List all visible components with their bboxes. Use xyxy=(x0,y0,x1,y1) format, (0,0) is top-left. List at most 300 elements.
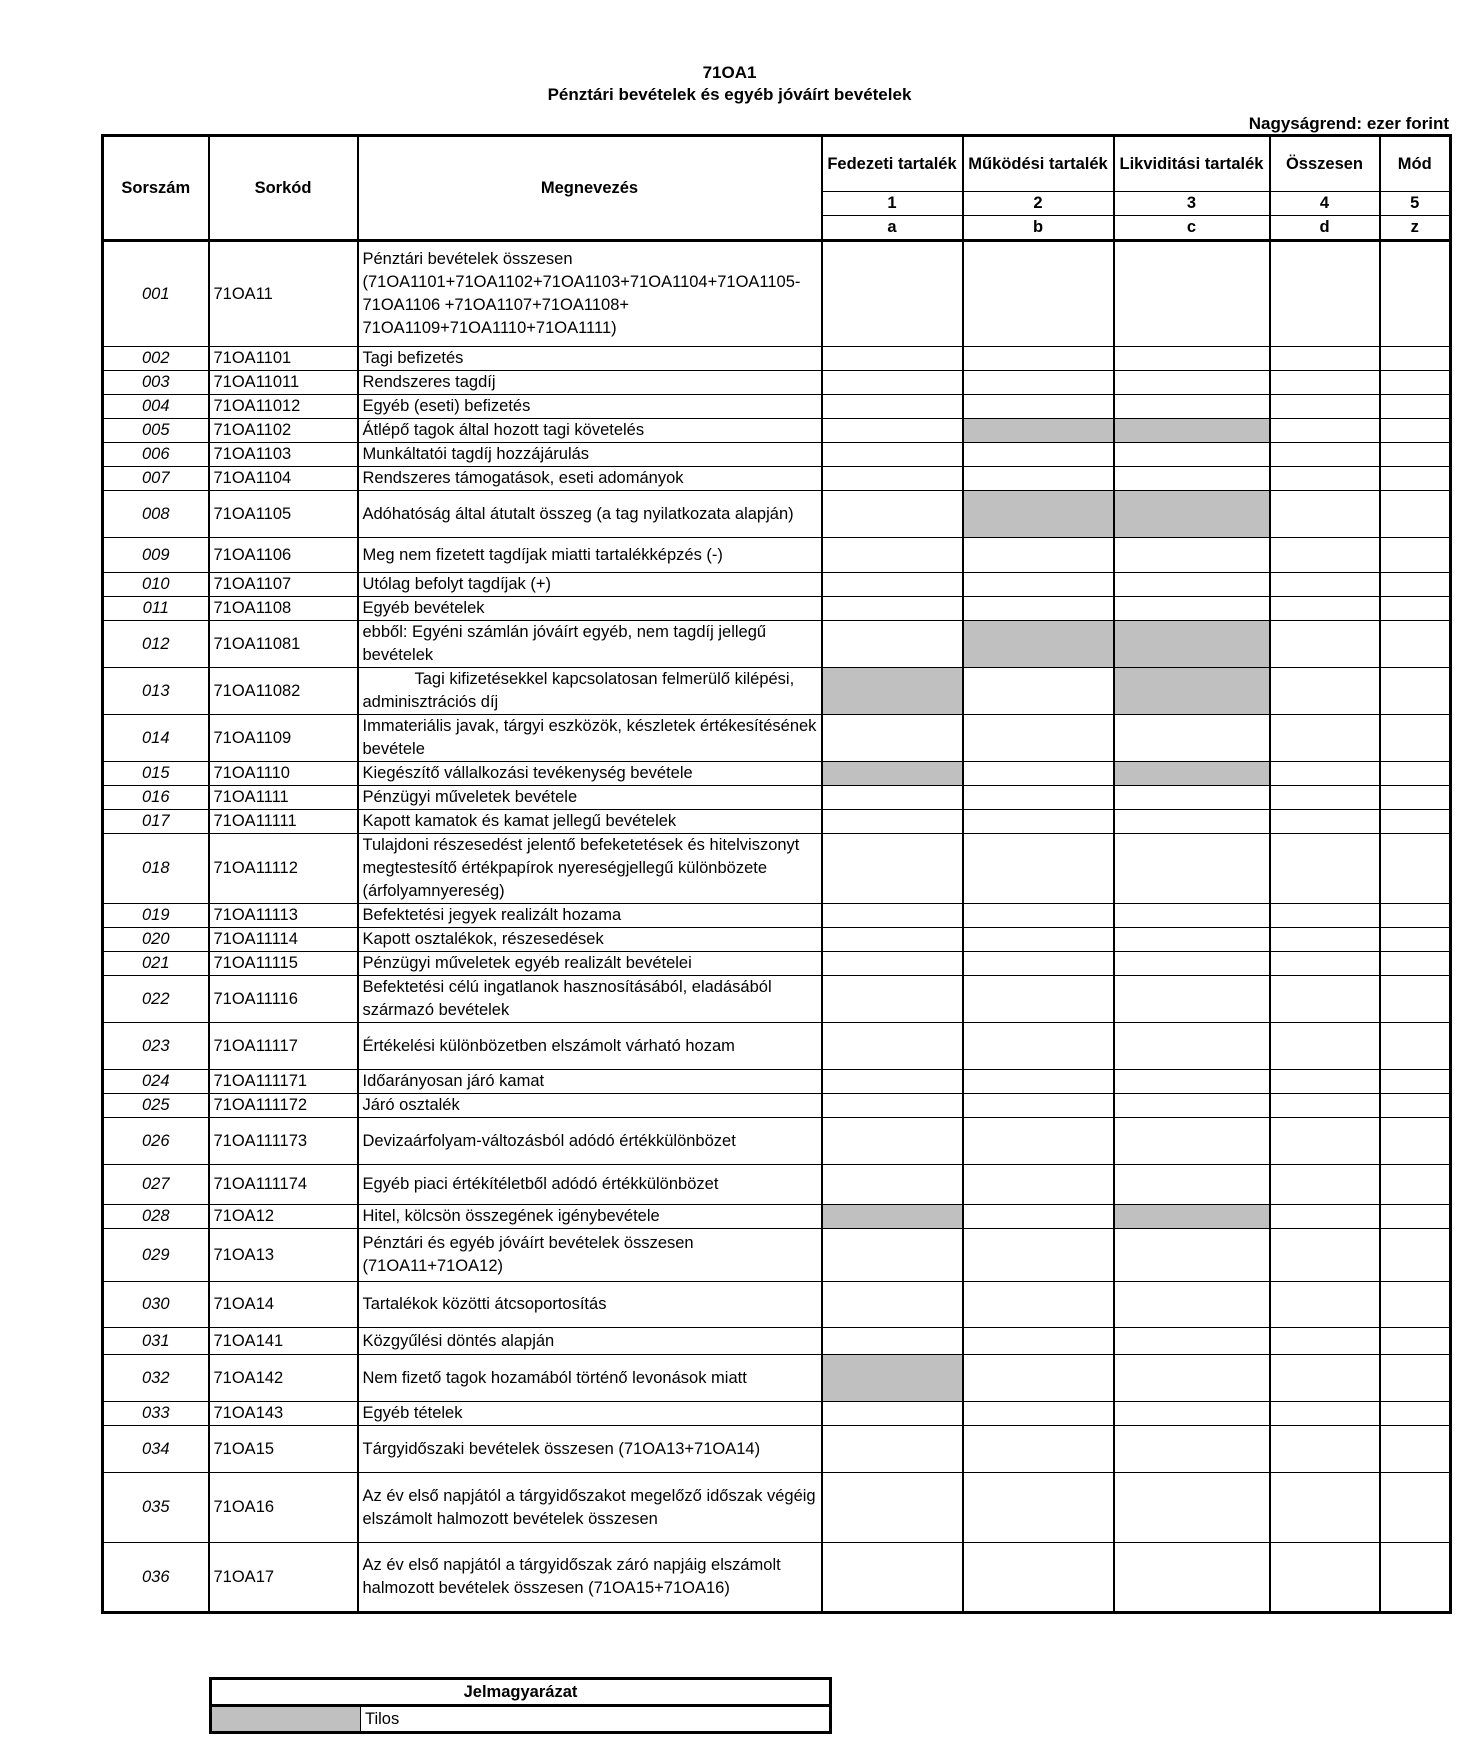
cell-fedezeti[interactable] xyxy=(822,1229,963,1282)
cell-mukodesi[interactable] xyxy=(963,1229,1114,1282)
cell-osszesen[interactable] xyxy=(1270,952,1380,976)
row-number: 036 xyxy=(103,1543,209,1613)
row-number: 023 xyxy=(103,1023,209,1070)
cell-mod[interactable] xyxy=(1380,762,1451,786)
cell-osszesen[interactable] xyxy=(1270,419,1380,443)
cell-likviditasi[interactable] xyxy=(1114,371,1270,395)
row-number: 028 xyxy=(103,1205,209,1229)
cell-osszesen[interactable] xyxy=(1270,1070,1380,1094)
col-header-sorkod: Sorkód xyxy=(209,136,358,241)
col-letter: c xyxy=(1114,216,1270,241)
row-code: 71OA11114 xyxy=(209,928,358,952)
cell-fedezeti[interactable] xyxy=(822,467,963,491)
cell-mukodesi[interactable] xyxy=(963,538,1114,573)
row-name: Tartalékok közötti átcsoportosítás xyxy=(358,1282,822,1328)
cell-fedezeti[interactable] xyxy=(822,347,963,371)
row-code: 71OA111171 xyxy=(209,1070,358,1094)
cell-mod[interactable] xyxy=(1380,1282,1451,1328)
cell-mod[interactable] xyxy=(1380,1543,1451,1613)
row-name: Átlépő tagok által hozott tagi követelés xyxy=(358,419,822,443)
col-header-sorszam: Sorszám xyxy=(103,136,209,241)
col-letter: z xyxy=(1380,216,1451,241)
cell-fedezeti[interactable] xyxy=(822,443,963,467)
cell-mukodesi[interactable] xyxy=(963,443,1114,467)
cell-likviditasi[interactable] xyxy=(1114,1543,1270,1613)
cell-mod[interactable] xyxy=(1380,668,1451,715)
row-code: 71OA11082 xyxy=(209,668,358,715)
cell-mod[interactable] xyxy=(1380,1402,1451,1426)
cell-mukodesi[interactable] xyxy=(963,347,1114,371)
cell-mukodesi[interactable] xyxy=(963,1023,1114,1070)
cell-forbidden xyxy=(1114,668,1270,715)
row-number: 017 xyxy=(103,810,209,834)
cell-mod[interactable] xyxy=(1380,810,1451,834)
row-number: 016 xyxy=(103,786,209,810)
cell-fedezeti[interactable] xyxy=(822,1165,963,1205)
cell-mod[interactable] xyxy=(1380,1426,1451,1473)
revenue-table xyxy=(101,134,1452,1614)
row-name: Nem fizető tagok hozamából történő levonások miatt xyxy=(358,1355,822,1402)
cell-osszesen[interactable] xyxy=(1270,395,1380,419)
row-code: 71OA11111 xyxy=(209,810,358,834)
row-name: Egyéb (eseti) befizetés xyxy=(358,395,822,419)
cell-osszesen[interactable] xyxy=(1270,762,1380,786)
cell-osszesen[interactable] xyxy=(1270,786,1380,810)
cell-fedezeti[interactable] xyxy=(822,1328,963,1355)
cell-mod[interactable] xyxy=(1380,1229,1451,1282)
cell-fedezeti[interactable] xyxy=(822,928,963,952)
col-letter: d xyxy=(1270,216,1380,241)
cell-fedezeti[interactable] xyxy=(822,1118,963,1165)
cell-osszesen[interactable] xyxy=(1270,597,1380,621)
cell-osszesen[interactable] xyxy=(1270,1473,1380,1543)
row-name: Pénztári bevételek összesen (71OA1101+71OA1102+71OA1103+71OA1104+71OA1105-71OA1106 +71OA1107+71OA1108+ 71OA1109+71OA1110+71OA1111) xyxy=(358,241,822,347)
row-name: Devizaárfolyam-változásból adódó értékkülönbözet xyxy=(358,1118,822,1165)
cell-likviditasi[interactable] xyxy=(1114,1165,1270,1205)
row-code: 71OA1103 xyxy=(209,443,358,467)
row-code: 71OA1108 xyxy=(209,597,358,621)
table-row xyxy=(103,371,1451,395)
cell-mod[interactable] xyxy=(1380,715,1451,762)
row-code: 71OA11115 xyxy=(209,952,358,976)
row-name: Pénzügyi műveletek bevétele xyxy=(358,786,822,810)
cell-osszesen[interactable] xyxy=(1270,1205,1380,1229)
cell-fedezeti[interactable] xyxy=(822,1094,963,1118)
cell-fedezeti[interactable] xyxy=(822,1402,963,1426)
cell-likviditasi[interactable] xyxy=(1114,1094,1270,1118)
row-number: 030 xyxy=(103,1282,209,1328)
row-number: 026 xyxy=(103,1118,209,1165)
row-number: 007 xyxy=(103,467,209,491)
row-code: 71OA12 xyxy=(209,1205,358,1229)
table-row xyxy=(103,976,1451,1023)
table-row xyxy=(103,1543,1451,1613)
cell-mukodesi[interactable] xyxy=(963,1282,1114,1328)
row-code: 71OA143 xyxy=(209,1402,358,1426)
cell-fedezeti[interactable] xyxy=(822,786,963,810)
row-number: 024 xyxy=(103,1070,209,1094)
unit-label: Nagyságrend: ezer forint xyxy=(1248,114,1449,133)
cell-likviditasi[interactable] xyxy=(1114,976,1270,1023)
cell-osszesen[interactable] xyxy=(1270,810,1380,834)
cell-osszesen[interactable] xyxy=(1270,1229,1380,1282)
cell-osszesen[interactable] xyxy=(1270,1118,1380,1165)
cell-osszesen[interactable] xyxy=(1270,347,1380,371)
row-number: 025 xyxy=(103,1094,209,1118)
col-number: 4 xyxy=(1270,192,1380,216)
row-name: Az év első napjától a tárgyidőszakot megelőző időszak végéig elszámolt halmozott bevételek összesen xyxy=(358,1473,822,1543)
cell-likviditasi[interactable] xyxy=(1114,786,1270,810)
cell-fedezeti[interactable] xyxy=(822,904,963,928)
cell-likviditasi[interactable] xyxy=(1114,1426,1270,1473)
cell-mod[interactable] xyxy=(1380,419,1451,443)
cell-osszesen[interactable] xyxy=(1270,715,1380,762)
cell-mukodesi[interactable] xyxy=(963,834,1114,904)
cell-mukodesi[interactable] xyxy=(963,1355,1114,1402)
row-number: 018 xyxy=(103,834,209,904)
cell-likviditasi[interactable] xyxy=(1114,573,1270,597)
cell-osszesen[interactable] xyxy=(1270,1355,1380,1402)
cell-mod[interactable] xyxy=(1380,1023,1451,1070)
form-title-block xyxy=(0,62,1459,106)
row-code: 71OA11081 xyxy=(209,621,358,668)
cell-fedezeti[interactable] xyxy=(822,371,963,395)
table-row xyxy=(103,621,1451,668)
table-row xyxy=(103,1023,1451,1070)
cell-fedezeti[interactable] xyxy=(822,1070,963,1094)
cell-likviditasi[interactable] xyxy=(1114,1473,1270,1543)
cell-mod[interactable] xyxy=(1380,443,1451,467)
table-row xyxy=(103,1070,1451,1094)
row-name: Egyéb piaci értékítéletből adódó értékkülönbözet xyxy=(358,1165,822,1205)
cell-likviditasi[interactable] xyxy=(1114,1023,1270,1070)
cell-mod[interactable] xyxy=(1380,538,1451,573)
col-number: 2 xyxy=(963,192,1114,216)
cell-osszesen[interactable] xyxy=(1270,1328,1380,1355)
cell-fedezeti[interactable] xyxy=(822,491,963,538)
row-name: Kapott osztalékok, részesedések xyxy=(358,928,822,952)
row-number: 003 xyxy=(103,371,209,395)
legend-title: Jelmagyarázat xyxy=(211,1679,831,1706)
row-code: 71OA1111 xyxy=(209,786,358,810)
cell-mod[interactable] xyxy=(1380,1118,1451,1165)
cell-fedezeti[interactable] xyxy=(822,395,963,419)
cell-mukodesi[interactable] xyxy=(963,976,1114,1023)
row-code: 71OA11012 xyxy=(209,395,358,419)
table-row xyxy=(103,1165,1451,1205)
cell-mukodesi[interactable] xyxy=(963,1094,1114,1118)
cell-osszesen[interactable] xyxy=(1270,443,1380,467)
table-row xyxy=(103,1473,1451,1543)
table-row xyxy=(103,1426,1451,1473)
row-name: Rendszeres támogatások, eseti adományok xyxy=(358,467,822,491)
form-title: Pénztári bevételek és egyéb jóváírt bevételek xyxy=(547,85,912,104)
row-name: Az év első napjától a tárgyidőszak záró napjáig elszámolt halmozott bevételek összesen (71OA15+71OA16) xyxy=(358,1543,822,1613)
row-number: 005 xyxy=(103,419,209,443)
table-row xyxy=(103,573,1451,597)
cell-mukodesi[interactable] xyxy=(963,1402,1114,1426)
cell-likviditasi[interactable] xyxy=(1114,952,1270,976)
cell-mukodesi[interactable] xyxy=(963,1543,1114,1613)
table-row xyxy=(103,597,1451,621)
cell-osszesen[interactable] xyxy=(1270,1023,1380,1070)
table-row xyxy=(103,395,1451,419)
cell-mod[interactable] xyxy=(1380,491,1451,538)
cell-osszesen[interactable] xyxy=(1270,1094,1380,1118)
row-number: 034 xyxy=(103,1426,209,1473)
row-number: 008 xyxy=(103,491,209,538)
cell-forbidden xyxy=(822,1355,963,1402)
cell-mukodesi[interactable] xyxy=(963,1118,1114,1165)
cell-likviditasi[interactable] xyxy=(1114,810,1270,834)
cell-fedezeti[interactable] xyxy=(822,1426,963,1473)
cell-likviditasi[interactable] xyxy=(1114,1118,1270,1165)
cell-forbidden xyxy=(822,668,963,715)
cell-mukodesi[interactable] xyxy=(963,762,1114,786)
table-row xyxy=(103,1205,1451,1229)
cell-osszesen[interactable] xyxy=(1270,928,1380,952)
cell-likviditasi[interactable] xyxy=(1114,1070,1270,1094)
cell-fedezeti[interactable] xyxy=(822,241,963,347)
row-name: Adóhatóság által átutalt összeg (a tag nyilatkozata alapján) xyxy=(358,491,822,538)
table-row xyxy=(103,952,1451,976)
cell-mod[interactable] xyxy=(1380,904,1451,928)
row-code: 71OA141 xyxy=(209,1328,358,1355)
row-number: 013 xyxy=(103,668,209,715)
cell-fedezeti[interactable] xyxy=(822,952,963,976)
cell-fedezeti[interactable] xyxy=(822,621,963,668)
table-row xyxy=(103,668,1451,715)
row-name: Rendszeres tagdíj xyxy=(358,371,822,395)
cell-likviditasi[interactable] xyxy=(1114,241,1270,347)
cell-mod[interactable] xyxy=(1380,786,1451,810)
cell-mod[interactable] xyxy=(1380,467,1451,491)
cell-fedezeti[interactable] xyxy=(822,1282,963,1328)
cell-mukodesi[interactable] xyxy=(963,1473,1114,1543)
cell-fedezeti[interactable] xyxy=(822,419,963,443)
cell-forbidden xyxy=(1114,491,1270,538)
row-name: Munkáltatói tagdíj hozzájárulás xyxy=(358,443,822,467)
row-code: 71OA11117 xyxy=(209,1023,358,1070)
cell-likviditasi[interactable] xyxy=(1114,928,1270,952)
cell-forbidden xyxy=(822,762,963,786)
table-row xyxy=(103,443,1451,467)
cell-mod[interactable] xyxy=(1380,371,1451,395)
cell-mod[interactable] xyxy=(1380,928,1451,952)
table-row xyxy=(103,810,1451,834)
row-name: Immateriális javak, tárgyi eszközök, készletek értékesítésének bevétele xyxy=(358,715,822,762)
cell-osszesen[interactable] xyxy=(1270,538,1380,573)
row-code: 71OA17 xyxy=(209,1543,358,1613)
legend-grey-swatch xyxy=(211,1706,361,1733)
cell-osszesen[interactable] xyxy=(1270,621,1380,668)
row-code: 71OA111172 xyxy=(209,1094,358,1118)
cell-osszesen[interactable] xyxy=(1270,1543,1380,1613)
table-row xyxy=(103,715,1451,762)
form-code: 71OA1 xyxy=(702,63,757,82)
legend-table xyxy=(209,1677,832,1734)
cell-fedezeti[interactable] xyxy=(822,538,963,573)
row-code: 71OA11011 xyxy=(209,371,358,395)
cell-likviditasi[interactable] xyxy=(1114,1328,1270,1355)
cell-mod[interactable] xyxy=(1380,347,1451,371)
cell-osszesen[interactable] xyxy=(1270,1402,1380,1426)
row-code: 71OA11116 xyxy=(209,976,358,1023)
cell-mukodesi[interactable] xyxy=(963,395,1114,419)
cell-mukodesi[interactable] xyxy=(963,1426,1114,1473)
cell-osszesen[interactable] xyxy=(1270,573,1380,597)
table-row xyxy=(103,834,1451,904)
cell-mukodesi[interactable] xyxy=(963,597,1114,621)
row-name: Utólag befolyt tagdíjak (+) xyxy=(358,573,822,597)
cell-mod[interactable] xyxy=(1380,241,1451,347)
row-name: Kiegészítő vállalkozási tevékenység bevétele xyxy=(358,762,822,786)
cell-mod[interactable] xyxy=(1380,834,1451,904)
cell-mod[interactable] xyxy=(1380,1205,1451,1229)
cell-mukodesi[interactable] xyxy=(963,467,1114,491)
row-number: 012 xyxy=(103,621,209,668)
cell-fedezeti[interactable] xyxy=(822,597,963,621)
cell-osszesen[interactable] xyxy=(1270,1282,1380,1328)
cell-forbidden xyxy=(963,419,1114,443)
cell-mukodesi[interactable] xyxy=(963,786,1114,810)
cell-mod[interactable] xyxy=(1380,1070,1451,1094)
cell-mod[interactable] xyxy=(1380,621,1451,668)
cell-fedezeti[interactable] xyxy=(822,573,963,597)
cell-likviditasi[interactable] xyxy=(1114,347,1270,371)
cell-osszesen[interactable] xyxy=(1270,1165,1380,1205)
row-number: 004 xyxy=(103,395,209,419)
row-name: Járó osztalék xyxy=(358,1094,822,1118)
cell-mod[interactable] xyxy=(1380,573,1451,597)
col-header-fedezeti: Fedezeti tartalék xyxy=(822,136,963,192)
cell-likviditasi[interactable] xyxy=(1114,834,1270,904)
cell-mukodesi[interactable] xyxy=(963,1165,1114,1205)
row-number: 010 xyxy=(103,573,209,597)
cell-mukodesi[interactable] xyxy=(963,810,1114,834)
cell-mukodesi[interactable] xyxy=(963,904,1114,928)
cell-likviditasi[interactable] xyxy=(1114,715,1270,762)
cell-osszesen[interactable] xyxy=(1270,904,1380,928)
col-header-mod: Mód xyxy=(1380,136,1451,192)
cell-likviditasi[interactable] xyxy=(1114,1402,1270,1426)
cell-forbidden xyxy=(1114,419,1270,443)
row-number: 009 xyxy=(103,538,209,573)
cell-mod[interactable] xyxy=(1380,952,1451,976)
cell-mod[interactable] xyxy=(1380,1328,1451,1355)
cell-osszesen[interactable] xyxy=(1270,371,1380,395)
cell-mod[interactable] xyxy=(1380,1165,1451,1205)
cell-fedezeti[interactable] xyxy=(822,1543,963,1613)
cell-mod[interactable] xyxy=(1380,395,1451,419)
row-number: 006 xyxy=(103,443,209,467)
cell-mod[interactable] xyxy=(1380,597,1451,621)
row-name: Befektetési célú ingatlanok hasznosításából, eladásából származó bevételek xyxy=(358,976,822,1023)
cell-mukodesi[interactable] xyxy=(963,928,1114,952)
cell-likviditasi[interactable] xyxy=(1114,443,1270,467)
row-number: 027 xyxy=(103,1165,209,1205)
cell-fedezeti[interactable] xyxy=(822,976,963,1023)
cell-mukodesi[interactable] xyxy=(963,241,1114,347)
row-number: 029 xyxy=(103,1229,209,1282)
cell-fedezeti[interactable] xyxy=(822,715,963,762)
cell-osszesen[interactable] xyxy=(1270,241,1380,347)
cell-mod[interactable] xyxy=(1380,976,1451,1023)
cell-osszesen[interactable] xyxy=(1270,976,1380,1023)
row-number: 015 xyxy=(103,762,209,786)
cell-mod[interactable] xyxy=(1380,1473,1451,1543)
col-number: 3 xyxy=(1114,192,1270,216)
row-name: Pénzügyi műveletek egyéb realizált bevételei xyxy=(358,952,822,976)
cell-mukodesi[interactable] xyxy=(963,371,1114,395)
cell-mukodesi[interactable] xyxy=(963,573,1114,597)
cell-fedezeti[interactable] xyxy=(822,1023,963,1070)
cell-likviditasi[interactable] xyxy=(1114,1355,1270,1402)
cell-mod[interactable] xyxy=(1380,1355,1451,1402)
cell-osszesen[interactable] xyxy=(1270,668,1380,715)
cell-mukodesi[interactable] xyxy=(963,1205,1114,1229)
row-code: 71OA1105 xyxy=(209,491,358,538)
cell-fedezeti[interactable] xyxy=(822,834,963,904)
cell-mod[interactable] xyxy=(1380,1094,1451,1118)
row-code: 71OA111174 xyxy=(209,1165,358,1205)
row-name: Tagi befizetés xyxy=(358,347,822,371)
row-code: 71OA11 xyxy=(209,241,358,347)
row-code: 71OA16 xyxy=(209,1473,358,1543)
col-header-osszesen: Összesen xyxy=(1270,136,1380,192)
row-number: 021 xyxy=(103,952,209,976)
cell-osszesen[interactable] xyxy=(1270,491,1380,538)
col-header-mukodesi: Működési tartalék xyxy=(963,136,1114,192)
cell-osszesen[interactable] xyxy=(1270,467,1380,491)
row-name: ebből: Egyéni számlán jóváírt egyéb, nem tagdíj jellegű bevételek xyxy=(358,621,822,668)
table-row xyxy=(103,1402,1451,1426)
row-number: 014 xyxy=(103,715,209,762)
cell-forbidden xyxy=(1114,1205,1270,1229)
cell-likviditasi[interactable] xyxy=(1114,1282,1270,1328)
cell-likviditasi[interactable] xyxy=(1114,597,1270,621)
cell-likviditasi[interactable] xyxy=(1114,904,1270,928)
cell-mukodesi[interactable] xyxy=(963,1070,1114,1094)
table-row xyxy=(103,1229,1451,1282)
row-name: Egyéb bevételek xyxy=(358,597,822,621)
cell-mukodesi[interactable] xyxy=(963,1328,1114,1355)
table-row xyxy=(103,419,1451,443)
cell-likviditasi[interactable] xyxy=(1114,467,1270,491)
table-row xyxy=(103,1094,1451,1118)
row-number: 032 xyxy=(103,1355,209,1402)
cell-likviditasi[interactable] xyxy=(1114,395,1270,419)
cell-fedezeti[interactable] xyxy=(822,810,963,834)
table-row xyxy=(103,241,1451,347)
cell-mukodesi[interactable] xyxy=(963,952,1114,976)
table-row xyxy=(103,786,1451,810)
cell-mukodesi[interactable] xyxy=(963,668,1114,715)
cell-osszesen[interactable] xyxy=(1270,834,1380,904)
table-row xyxy=(103,491,1451,538)
row-name: Meg nem fizetett tagdíjak miatti tartalékképzés (-) xyxy=(358,538,822,573)
row-code: 71OA11112 xyxy=(209,834,358,904)
cell-mukodesi[interactable] xyxy=(963,715,1114,762)
row-code: 71OA1106 xyxy=(209,538,358,573)
cell-fedezeti[interactable] xyxy=(822,1473,963,1543)
cell-osszesen[interactable] xyxy=(1270,1426,1380,1473)
cell-likviditasi[interactable] xyxy=(1114,1229,1270,1282)
cell-likviditasi[interactable] xyxy=(1114,538,1270,573)
row-name: Kapott kamatok és kamat jellegű bevételek xyxy=(358,810,822,834)
row-number: 022 xyxy=(103,976,209,1023)
table-row xyxy=(103,928,1451,952)
